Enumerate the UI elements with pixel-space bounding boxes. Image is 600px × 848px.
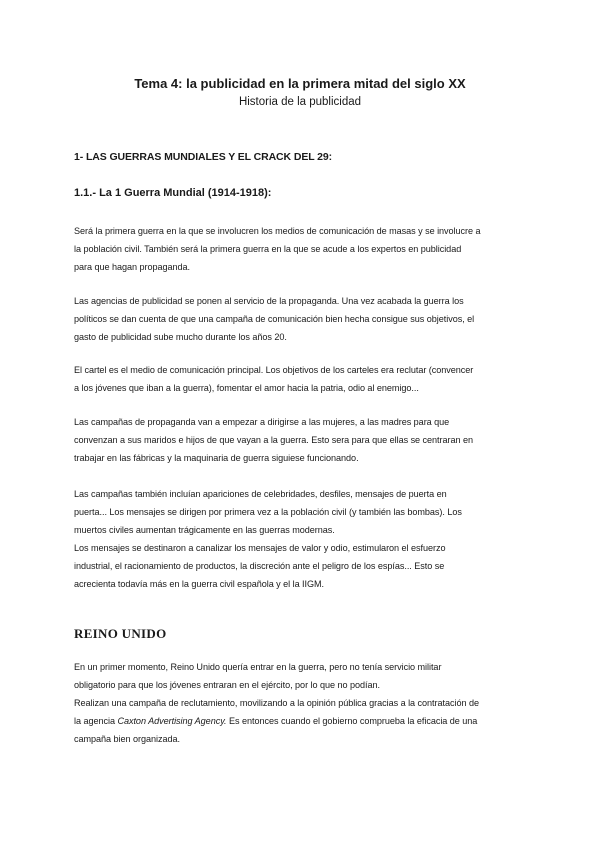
paragraph-line: Será la primera guerra en la que se involucren los medios de comunicación de masas y se involucre a <box>74 226 481 236</box>
line-prefix: la agencia <box>74 716 118 726</box>
paragraph-line: campaña bien organizada. <box>74 734 180 744</box>
paragraph-line <box>74 712 530 730</box>
paragraph-line: Las campañas de propaganda van a empezar a dirigirse a las mujeres, a las madres para que <box>74 417 450 427</box>
paragraph-line: Realizan una campaña de reclutamiento, movilizando a la opinión pública gracias a la contratación de <box>74 698 479 708</box>
paragraph-line: políticos se dan cuenta de que una campaña de comunicación bien hecha consigue sus objetivos, el <box>74 314 475 324</box>
paragraph-line: convenzan a sus maridos e hijos de que vayan a la guerra. Esto sera para que ellas se centraran en <box>74 435 474 445</box>
paragraph-line: acrecienta todavía más en la guerra civil española y el la IIGM. <box>74 579 325 589</box>
paragraph-line: para que hagan propaganda. <box>74 262 191 272</box>
document-title: Tema 4: la publicidad en la primera mitad del siglo XX <box>134 76 466 91</box>
paragraph-3 <box>74 361 530 397</box>
paragraph-line: trabajar en las fábricas y la maquinaria de guerra siguiese funcionando. <box>74 453 359 463</box>
paragraph-1 <box>74 222 530 276</box>
paragraph-line: muertos civiles aumentan trágicamente en las guerras modernas. <box>74 525 335 535</box>
line-suffix: Es entonces cuando el gobierno comprueba la eficacia de una <box>226 716 478 726</box>
paragraph-line: a los jóvenes que iban a la guerra), fomentar el amor hacia la patria, odio al enemigo... <box>74 383 419 393</box>
paragraph-line: Las agencias de publicidad se ponen al servicio de la propaganda. Una vez acabada la guerra los <box>74 296 464 306</box>
paragraph-4 <box>74 413 530 467</box>
section-heading: 1- LAS GUERRAS MUNDIALES Y EL CRACK DEL 29: <box>74 151 333 163</box>
paragraph-5 <box>74 485 530 593</box>
subsection-heading: 1.1.- La 1 Guerra Mundial (1914-1918): <box>74 187 272 199</box>
paragraph-line: industrial, el racionamiento de productos, la discreción ante el peligro de los espías... Esto se <box>74 561 445 571</box>
paragraph-line: Las campañas también incluían apariciones de celebridades, desfiles, mensajes de puerta en <box>74 489 447 499</box>
paragraph-line: En un primer momento, Reino Unido quería entrar en la guerra, pero no tenía servicio militar <box>74 662 442 672</box>
paragraph-line: El cartel es el medio de comunicación principal. Los objetivos de los carteles era reclutar (convencer <box>74 365 474 375</box>
paragraph-line: Los mensajes se destinaron a canalizar los mensajes de valor y odio, estimularon el esfuerzo <box>74 543 446 553</box>
paragraph-uk <box>74 658 530 748</box>
paragraph-line: puerta... Los mensajes se dirigen por primera vez a la población civil (y también las bombas). Los <box>74 507 462 517</box>
document-subtitle: Historia de la publicidad <box>238 96 362 108</box>
paragraph-line: obligatorio para que los jóvenes entraran en el ejército, por lo que no podían. <box>74 680 380 690</box>
paragraph-line: gasto de publicidad sube mucho durante los años 20. <box>74 332 287 342</box>
paragraph-2 <box>74 292 530 346</box>
agency-name: Caxton Advertising Agency. <box>117 716 227 726</box>
section-title-reino-unido: REINO UNIDO <box>74 626 167 641</box>
paragraph-line: la población civil. También será la primera guerra en la que se acude a los expertos en publicidad <box>74 244 462 254</box>
